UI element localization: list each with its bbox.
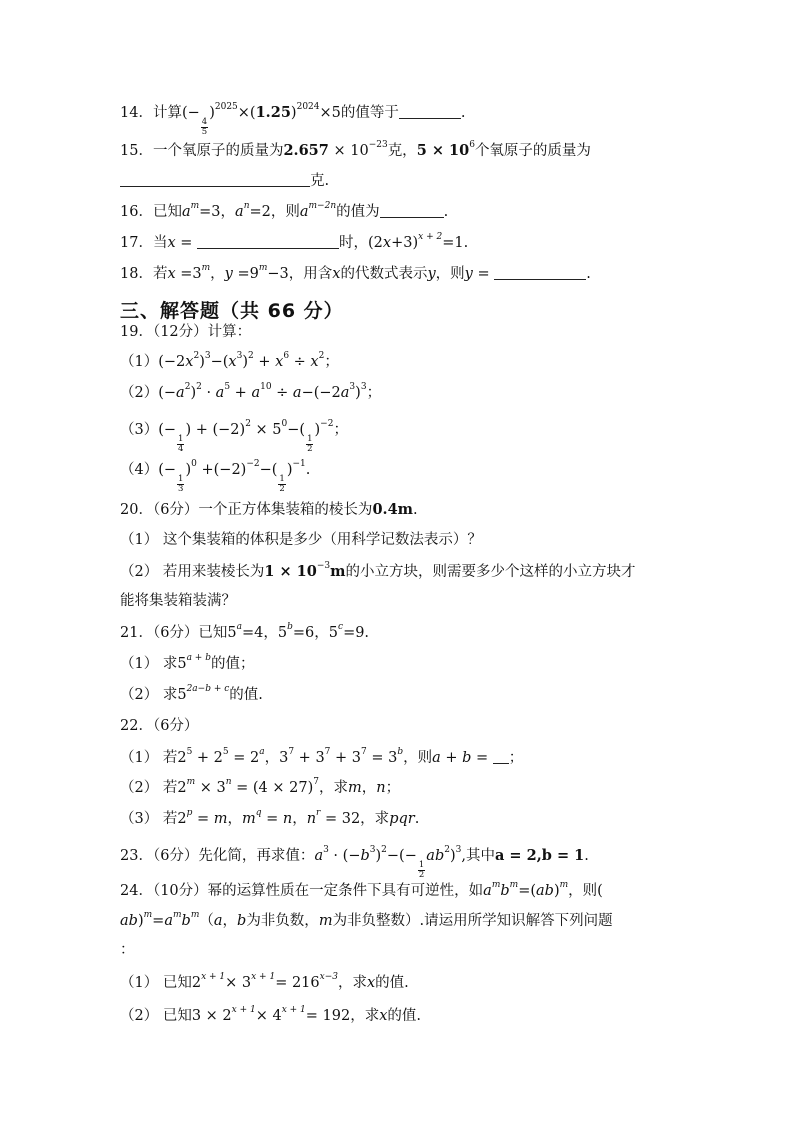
edge-length: 0.4m (372, 501, 414, 518)
question-22-part-3: （3） 若$2^p = m$，$m^q = n$，$n^r = 32$，求pqr. (120, 808, 420, 827)
part-label: （2） (120, 385, 159, 401)
question-text: 计算( (152, 105, 188, 121)
equals-sign: = (477, 266, 490, 282)
question-24-line-3: ： (120, 942, 135, 958)
question-text: ， (210, 266, 225, 282)
question-text: ,其中 (461, 848, 495, 864)
exponent: −3 (316, 561, 331, 571)
base-value: 1.25 (255, 104, 291, 121)
question-text: ) (137, 913, 144, 929)
question-text: ，则( (568, 883, 603, 899)
question-text: 15．一个氧原子的质量为 (120, 143, 284, 159)
question-text: 的值. (229, 687, 263, 703)
part-label: （1） (120, 354, 159, 370)
numerator: 4 (201, 117, 208, 127)
question-21-header: 21．（6分）已知$5^a=4$，$5^b=6$，$5^c=9$. (120, 622, 370, 641)
minus-sign: − (187, 105, 200, 121)
unit: m (330, 563, 346, 580)
question-text: 的代数式表示 (340, 266, 428, 282)
question-22-header: 22．（6分） (120, 718, 199, 734)
question-19-part-2: $(2)(-a^2)^2 \cdot a^5 + a^{10} \div a-(-2a^3)^3$； (120, 382, 382, 401)
question-text: 24．（10分）幂的运算性质在一定条件下具有可逆性，如 (120, 883, 484, 899)
question-24-part-2: （2） 已知$3 \times 2^{x + 1}\times 4^{x + 1}= 192$，求x的值. (120, 1005, 422, 1024)
period: . (586, 266, 591, 282)
period: . (443, 204, 449, 220)
question-24-line-1: 24．（10分）幂的运算性质在一定条件下具有可逆性，如$a^mb^m=(ab)^m$，则( (120, 880, 603, 899)
question-text: （2） 若用来装棱长为 (120, 564, 265, 580)
exponent: −23 (368, 140, 388, 150)
question-text: =( (518, 883, 537, 899)
question-text: =9. (343, 625, 370, 641)
question-text: （1） 求5 (120, 656, 187, 672)
question-19-header: 19．（12分）计算： (120, 324, 252, 340)
part-label: （4） (120, 462, 159, 478)
question-text: （2） 已知3 × 2 (120, 1008, 232, 1024)
period: . (460, 105, 466, 121)
question-text: ， (222, 913, 238, 929)
question-text: 18．若 (120, 266, 168, 282)
question-text: （ (199, 913, 214, 929)
times-ten: × 10 (328, 143, 369, 159)
part-label: （2） 若 (120, 780, 178, 796)
question-text: × 3 (225, 975, 252, 991)
question-23: 23．（6分）先化简，再求值：$a^3 \cdot (-b^3)^2-(-$ $\frac{1}{2}$ $ab^2)^3$,其中a = 2,b = 1. (120, 845, 589, 880)
question-text: = (152, 913, 165, 929)
question-21-part-1 (120, 653, 255, 673)
small-cube-length: 1 × 10 (264, 563, 317, 580)
question-text: 21．（6分）已知5 (120, 625, 237, 641)
exponent: m (201, 263, 211, 273)
answer-blank[interactable] (197, 234, 339, 249)
question-text: 的小立方块，则需要多少个这样的小立方块才 (345, 564, 636, 580)
variable: x (167, 235, 176, 251)
question-16: 16．已知$a^m=3$，$a^n=2$，则$a^{m-2n}$的值为 . (120, 201, 449, 220)
question-text: ×( (237, 105, 256, 121)
question-text: 个氧原子的质量为 (474, 143, 591, 159)
question-text: 23．（6分）先化简，再求值： (120, 848, 315, 864)
question-text: = 216 (275, 975, 320, 991)
question-text: 的值. (375, 975, 409, 991)
question-text: =1. (442, 235, 469, 251)
question-text: 为非负数， (246, 913, 319, 929)
question-text: 17．当 (120, 235, 168, 251)
question-22-part-2: （2） 若$2^m \times 3^n = (4 \times 27)^7$，求m，n； (120, 777, 401, 796)
question-text: × 4 (255, 1008, 282, 1024)
period: . (413, 502, 418, 518)
question-14: 14．计算(− $\frac{4}{5}$ )$^{2025}\times(1.25)^{2024}\times 5$的值等于 . (120, 102, 466, 137)
question-text: −3，用含 (267, 266, 333, 282)
count-value: 5 × 10 (416, 142, 470, 159)
exponent: 2025 (214, 102, 238, 112)
question-text: 的值. (387, 1008, 422, 1024)
question-21-part-2 (120, 684, 263, 704)
question-20-part-2 (120, 563, 635, 581)
answer-blank[interactable] (120, 172, 310, 187)
denominator: 5 (201, 127, 208, 137)
question-text: 克. (310, 173, 330, 189)
question-text: =9 (237, 266, 259, 282)
question-text: =3， (199, 204, 236, 220)
question-22-part-1: （1） 若$2^5 + 2^5 = 2^a$，$3^7 + 3^7 + 3^7 = 3^b$，则a + b = ； (120, 747, 524, 766)
part-label: （3） 若 (120, 811, 178, 827)
answer-blank[interactable] (493, 749, 509, 764)
answer-blank[interactable] (494, 265, 586, 280)
question-text: 为非负整数）.请运用所学知识解答下列问题 (332, 913, 613, 929)
question-24-part-1: （1） 已知$2^{x + 1}\times 3^{x + 1}= 216^{x-3}$，求x的值. (120, 972, 409, 991)
question-text: 克， (387, 143, 417, 159)
period: . (584, 848, 589, 864)
question-15-answer-line (120, 172, 329, 190)
question-20-part-2-cont: 能将集装箱装满？ (120, 593, 236, 609)
answer-blank[interactable] (399, 104, 461, 119)
exponent: a + b (186, 653, 211, 663)
question-text: ×5的值等于 (319, 105, 399, 121)
answer-blank[interactable] (380, 203, 444, 218)
question-text: =4，5 (242, 625, 288, 641)
exponent: 2a−b + c (186, 684, 230, 694)
question-text: 的值； (210, 656, 255, 672)
question-19-part-4: （4）(− $\frac{1}{3}$ )$^0 +(-2)^{-2}-$( $\frac{1}{2}$ )$^{-1}$. (120, 459, 311, 494)
question-text: = 192，求 (305, 1008, 380, 1024)
exponent: 6 (469, 140, 475, 150)
question-text: =6，5 (292, 625, 339, 641)
question-text: （2） 求5 (120, 687, 187, 703)
exponent: x + 2 (418, 232, 443, 242)
question-20-part-1: （1） 这个集装箱的体积是多少（用科学记数法表示）？ (120, 532, 482, 548)
question-text: +3) (391, 235, 419, 251)
question-24-line-2: $ab)^m=a^mb^m(a$，b为非负数，m为非负整数）.请运用所学知识解答下列问题 (120, 910, 613, 929)
equals-sign: = (180, 235, 193, 251)
question-text: 的值为 (336, 204, 380, 220)
section-heading: 三、解答题（共 66 分） (120, 300, 344, 322)
question-19-part-1: $(1)(-2x^2)^3-(x^3)^2 + x^6 \div x^2$； (120, 351, 339, 370)
part-label: （3） (120, 422, 159, 438)
question-19-part-3: （3）(− $\frac{1}{4}$ ) + $(-2)^2 \times 5^0-$( $\frac{1}{2}$ )$^{-2}$； (120, 419, 348, 454)
question-20-header (120, 501, 418, 519)
condition: a = 2,b = 1 (494, 847, 585, 864)
question-number: 14． (120, 105, 153, 121)
question-18: 18．若$x =3^m$，$y =9^m-3$，用含x的代数式表示y，则y = . (120, 263, 591, 282)
question-text: ) (553, 883, 560, 899)
question-text: 20．（6分）一个正方体集装箱的棱长为 (120, 502, 373, 518)
fraction (201, 118, 208, 137)
question-text: （1） 已知2 (120, 975, 202, 991)
exponent: 2024 (296, 102, 320, 112)
question-17: 17．当x = 时，$(2x+3)^{x + 2}=1$. (120, 232, 469, 251)
question-text: =3 (180, 266, 202, 282)
mass-value: 2.657 (283, 142, 329, 159)
question-text: 时，(2 (339, 235, 383, 251)
question-15 (120, 142, 591, 160)
question-text: ，则 (435, 266, 465, 282)
question-text: ，求 (337, 975, 367, 991)
question-text: 16．已知 (120, 204, 182, 220)
part-label: （1） 若 (120, 750, 178, 766)
question-text: =2，则 (249, 204, 300, 220)
